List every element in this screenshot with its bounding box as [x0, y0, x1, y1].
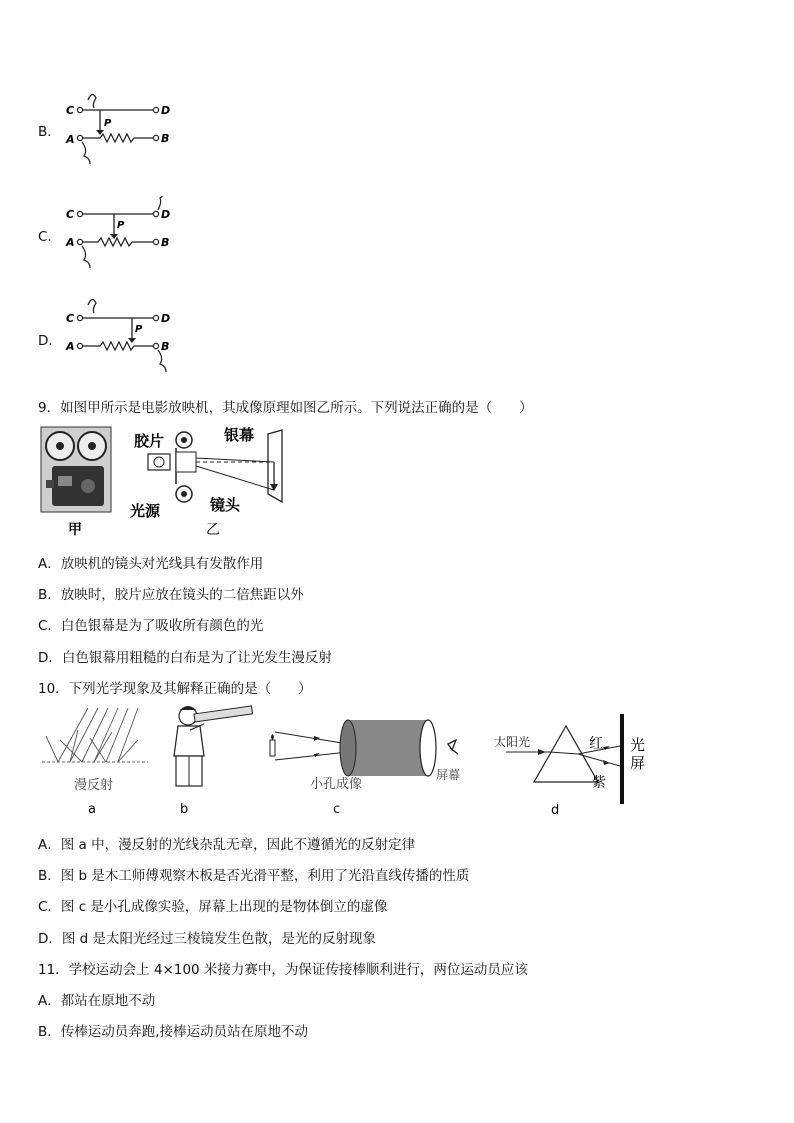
label-red: 红	[589, 736, 603, 752]
label-violet: 紫	[592, 775, 606, 791]
label-lens: 镜头	[210, 496, 241, 514]
label-yi: 乙	[206, 522, 220, 538]
svg-text:C: C	[66, 312, 75, 325]
q10-option-c: C．图 c 是小孔成像实验，屏幕上出现的是物体倒立的虚像	[38, 899, 388, 915]
fig-a-diffuse-reflection	[42, 708, 148, 817]
svg-text:P: P	[135, 324, 143, 335]
svg-text:B: B	[161, 340, 170, 353]
label-a: A	[66, 133, 75, 146]
label-jia: 甲	[68, 522, 82, 538]
q9-option-d: D．白色银幕用粗糙的白布是为了让光发生漫反射	[38, 650, 332, 666]
svg-text:D: D	[161, 208, 171, 221]
label-light-source: 光源	[130, 502, 161, 520]
svg-text:A: A	[66, 340, 75, 353]
label-c: c	[333, 802, 341, 817]
circuit-diagram-b	[62, 88, 192, 168]
q9-figure	[38, 424, 298, 540]
label-light-screen-2: 屏	[630, 754, 646, 772]
label-pinhole: 小孔成像	[310, 777, 363, 792]
label-d: D	[161, 104, 171, 117]
fig-b-carpenter	[174, 706, 253, 817]
q9-option-a: A．放映机的镜头对光线具有发散作用	[38, 556, 264, 572]
label-p: P	[104, 118, 112, 129]
label-b: B	[161, 132, 170, 145]
svg-text:P: P	[117, 220, 125, 231]
label-d: d	[551, 803, 560, 818]
label-screen: 银幕	[224, 426, 255, 444]
option-b-label: B．	[38, 124, 61, 140]
q11-stem: 11．学校运动会上 4×100 米接力赛中，为保证传接棒顺利进行，两位运动员应该	[38, 962, 528, 978]
label-b: b	[180, 802, 189, 817]
option-d-label: D．	[38, 333, 62, 349]
fig-d-prism	[494, 714, 645, 818]
svg-text:A: A	[66, 236, 75, 249]
label-c-screen: 屏幕	[436, 768, 461, 782]
q9-option-c: C．白色银幕是为了吸收所有颜色的光	[38, 618, 264, 634]
option-c-label: C．	[38, 229, 61, 245]
fig-c-pinhole	[270, 720, 460, 817]
q11-option-b: B．传棒运动员奔跑,接棒运动员站在原地不动	[38, 1024, 309, 1040]
label-diffuse: 漫反射	[74, 778, 114, 793]
q11-option-a: A．都站在原地不动	[38, 993, 156, 1009]
svg-text:C: C	[66, 208, 75, 221]
q10-option-a: A．图 a 中，漫反射的光线杂乱无章，因此不遵循光的反射定律	[38, 837, 416, 853]
circuit-diagram-c	[62, 196, 192, 276]
q10-stem: 10．下列光学现象及其解释正确的是（ ）	[38, 681, 312, 697]
q10-option-b: B．图 b 是木工师傅观察木板是否光滑平整，利用了光沿直线传播的性质	[38, 868, 470, 884]
label-light-screen-1: 光	[630, 736, 646, 754]
q9-stem: 9．如图甲所示是电影放映机，其成像原理如图乙所示。下列说法正确的是（ ）	[38, 400, 533, 416]
svg-text:B: B	[161, 236, 170, 249]
label-a: a	[88, 802, 96, 817]
svg-text:D: D	[161, 312, 171, 325]
q10-figure	[38, 700, 658, 820]
q10-option-d: D．图 d 是太阳光经过三棱镜发生色散，是光的反射现象	[38, 931, 377, 947]
label-sunlight: 太阳光	[494, 735, 531, 749]
q9-option-b: B．放映时，胶片应放在镜头的二倍焦距以外	[38, 587, 304, 603]
label-film: 胶片	[134, 432, 165, 450]
circuit-diagram-d	[62, 295, 192, 375]
label-c: C	[66, 104, 75, 117]
